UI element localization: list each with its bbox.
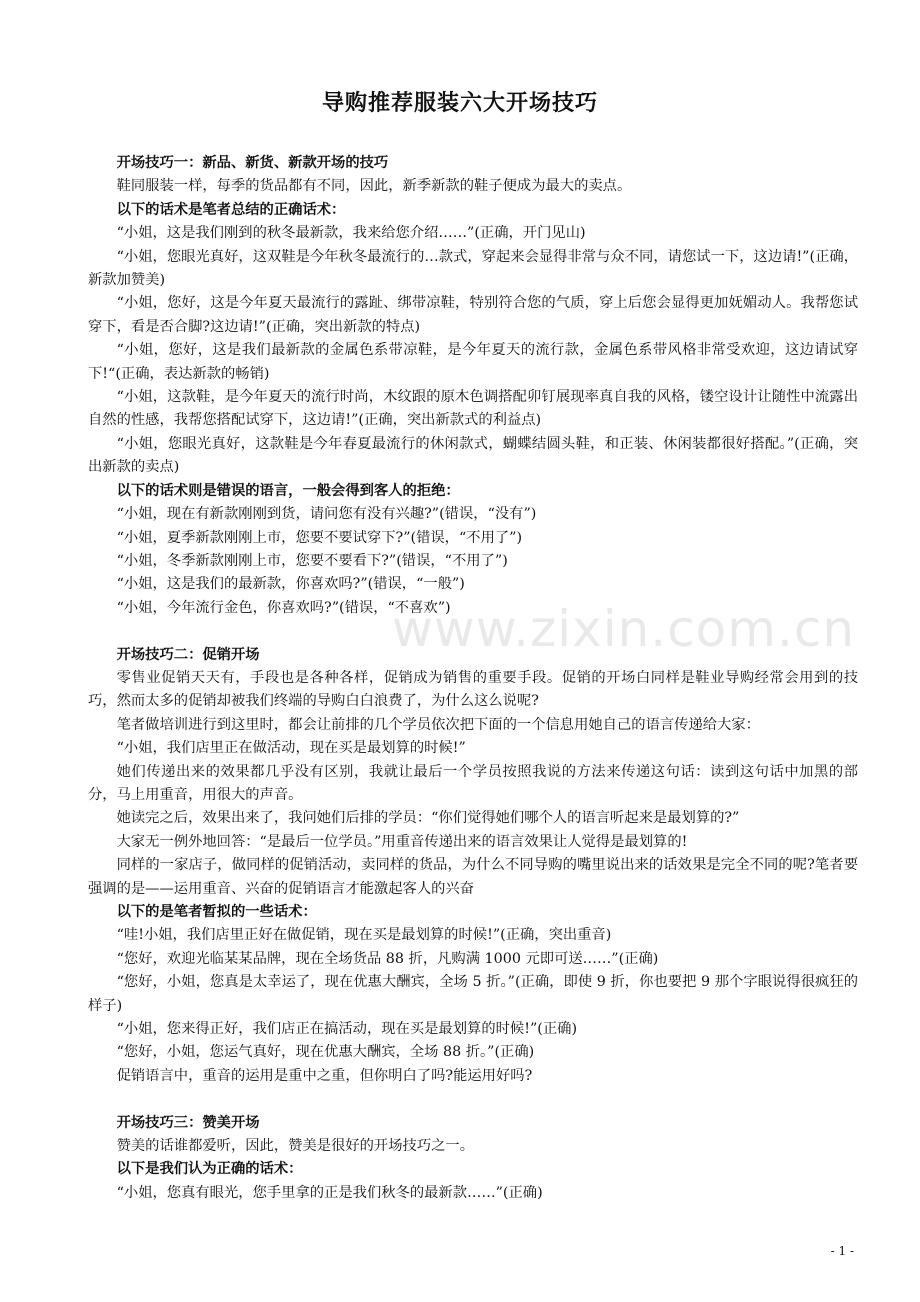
paragraph: “您好，欢迎光临某某品牌，现在全场货品 88 折，凡购满 1000 元即可送……”(正确) [116, 950, 659, 967]
paragraph: “小姐，夏季新款刚刚上市，您要不要试穿下?”(错误，“不用了”) [116, 529, 523, 546]
paragraph: 促销语言中，重音的运用是重中之重，但你明白了吗?能运用好吗? [116, 1067, 533, 1084]
section-heading: 以下的话术是笔者总结的正确话术： [116, 201, 346, 218]
paragraph-spacer [88, 1088, 858, 1111]
section-heading: 以下的是笔者暂拟的一些话术： [116, 903, 317, 920]
section-heading: 开场技巧三：赞美开场 [116, 1114, 260, 1131]
paragraph: 她读完之后，效果出来了，我问她们后排的学员：“你们觉得她们哪个人的语言听起来是最划算的?” [116, 810, 740, 827]
paragraph: “小姐，我们店里正在做活动，现在买是最划算的时候!” [116, 740, 466, 757]
section-heading: 以下是我们认为正确的话术： [116, 1161, 303, 1178]
paragraph: “哇!小姐，我们店里正好在做促销，现在买是最划算的时候!”(正确，突出重音) [116, 927, 612, 944]
paragraph: 笔者做培训进行到这里时，都会让前排的几个学员依次把下面的一个信息用她自己的语言传递给大家： [116, 716, 760, 733]
paragraph: “小姐，您好，这是今年夏天最流行的露趾、绑带凉鞋，特别符合您的气质，穿上后您会显得更加妩媚动人。我帮您试穿下，看是否合脚?这边请!”(正确，突出新款的特点) [88, 295, 858, 335]
paragraph: “小姐，这是我们的最新款，你喜欢吗?”(错误，“一般”) [116, 576, 465, 593]
paragraph: “小姐，现在有新款刚刚到货，请问您有没有兴趣?”(错误，“没有”) [116, 506, 537, 523]
paragraph: “小姐，今年流行金色，你喜欢吗?”(错误，“不喜欢”) [116, 599, 451, 616]
paragraph: 零售业促销天天有，手段也是各种各样，促销成为销售的重要手段。促销的开场白同样是鞋业导购经常会用到的技巧，然而太多的促销却被我们终端的导购白白浪费了，为什么这么说呢? [88, 669, 858, 710]
paragraph: “小姐，您眼光真好，这双鞋是今年秋冬最流行的…款式，穿起来会显得非常与众不同，请您试一下，这边请!”(正确，新款加赞美) [88, 248, 858, 289]
paragraph: “您好，小姐，您运气真好，现在优惠大酬宾，全场 88 折。”(正确) [116, 1044, 535, 1061]
paragraph: “小姐，这款鞋，是今年夏天的流行时尚，木纹跟的原木色调搭配卯钉展现率真自我的风格，镂空设计让随性中流露出自然的性感，我帮您搭配试穿下，这边请!”(正确，突出新款式的利益点) [88, 389, 858, 429]
section-heading: 开场技巧一：新品、新货、新款开场的技巧 [116, 155, 389, 171]
section-heading: 开场技巧二：促销开场 [116, 646, 260, 663]
document-title: 导购推荐服装六大开场技巧 [321, 91, 598, 116]
paragraph: 鞋同服装一样，每季的货品都有不同，因此，新季新款的鞋子便成为最大的卖点。 [116, 178, 632, 195]
paragraph: 她们传递出来的效果都几乎没有区别，我就让最后一个学员按照我说的方法来传递这句话：读到这句话中加黑的部分，马上用重音，用很大的声音。 [88, 763, 858, 803]
paragraph: “您好，小姐，您真是太幸运了，现在优惠大酬宾，全场 5 折。”(正确，即使 9 折，你也要把 9 那个字眼说得很疯狂的样子) [88, 974, 858, 1014]
paragraph: “小姐，您眼光真好，这款鞋是今年春夏最流行的休闲款式，蝴蝶结圆头鞋，和正装、休闲装都很好搭配。”(正确，突出新款的卖点) [88, 435, 858, 476]
page-number: - 1 - [830, 1244, 854, 1258]
paragraph: “小姐，您真有眼光，您手里拿的正是我们秋冬的最新款……”(正确) [116, 1184, 543, 1201]
section-heading: 以下的话术则是错误的语言，一般会得到客人的拒绝： [116, 482, 460, 499]
document-body [88, 152, 858, 1205]
paragraph: 同样的一家店子，做同样的促销活动，卖同样的货品，为什么不同导购的嘴里说出来的话效果是完全不同的呢?笔者要强调的是——运用重音、兴奋的促销语言才能激起客人的兴奋 [88, 857, 858, 897]
paragraph: “小姐，您来得正好，我们店正在搞活动，现在买是最划算的时候!”(正确) [116, 1021, 578, 1038]
paragraph: “小姐，您好，这是我们最新款的金属色系带凉鞋，是今年夏天的流行款，金属色系带风格非常受欢迎，这边请试穿下!“(正确，表达新款的畅销) [88, 342, 858, 382]
paragraph: 赞美的话谁都爱听，因此，赞美是很好的开场技巧之一。 [116, 1138, 475, 1155]
paragraph: 大家无一例外地回答：“是最后一位学员。”用重音传递出来的语言效果让人觉得是最划算的! [116, 833, 688, 850]
watermark: www.zixin.com.cn [392, 600, 856, 658]
paragraph: “小姐，这是我们刚到的秋冬最新款，我来给您介绍……”(正确，开门见山) [116, 225, 586, 242]
paragraph: “小姐，冬季新款刚刚上市，您要不要看下?”(错误，“不用了”) [116, 552, 508, 569]
